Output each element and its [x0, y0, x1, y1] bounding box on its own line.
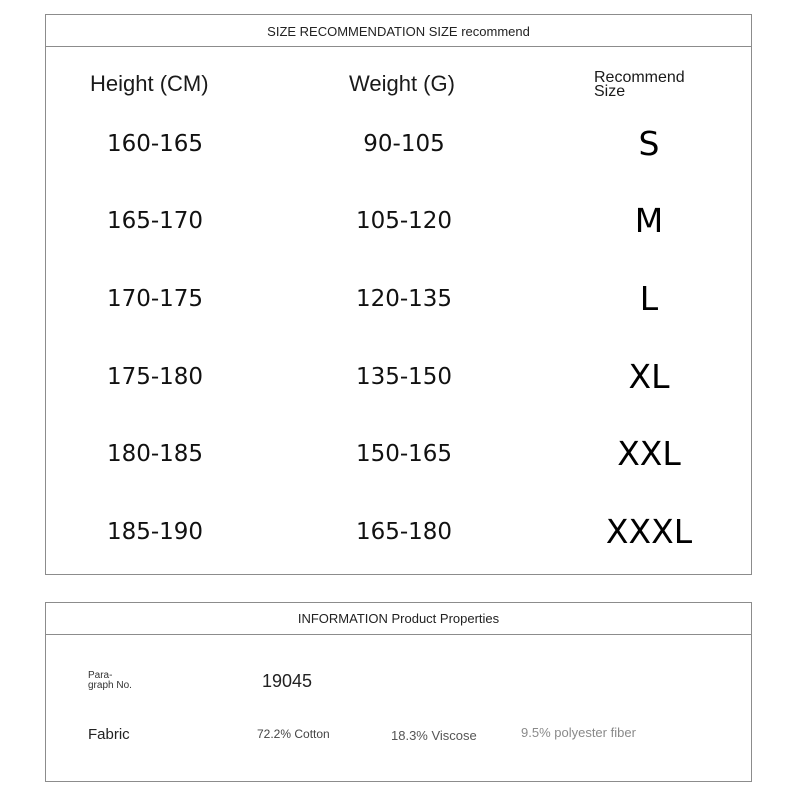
weight-column-header: Weight (G) — [349, 71, 455, 96]
size-panel-title: SIZE RECOMMENDATION SIZE recommend — [46, 15, 751, 47]
paragraph-number-label — [88, 671, 158, 691]
weight-range: 105-120 — [355, 208, 453, 234]
size-row — [46, 201, 751, 241]
size-row — [46, 124, 751, 164]
fabric-polyester: 9.5% polyester fiber — [521, 725, 636, 740]
recommended-size: XXXL — [605, 512, 693, 551]
product-information-panel — [45, 602, 752, 782]
paragraph-label-line2: graph No. — [88, 680, 132, 691]
recommended-size: XXL — [617, 434, 681, 473]
recommended-size: S — [638, 124, 660, 163]
size-row — [46, 512, 751, 552]
recommend-size-column-header — [594, 71, 734, 99]
height-range: 165-170 — [106, 208, 204, 234]
height-range: 175-180 — [106, 364, 204, 390]
fabric-viscose: 18.3% Viscose — [391, 728, 477, 743]
height-column-header: Height (CM) — [90, 71, 209, 96]
fabric-cotton: 72.2% Cotton — [257, 727, 330, 741]
fabric-label: Fabric — [88, 726, 130, 743]
size-row — [46, 434, 751, 474]
height-range: 170-175 — [106, 286, 204, 312]
paragraph-label-line1: Para- — [88, 670, 113, 681]
recommend-header-line2: Size — [594, 83, 626, 100]
recommended-size: M — [634, 201, 664, 240]
size-recommendation-panel — [45, 14, 752, 575]
weight-range: 135-150 — [355, 364, 453, 390]
recommended-size: XL — [628, 357, 670, 396]
height-range: 160-165 — [106, 131, 204, 157]
weight-range: 150-165 — [355, 441, 453, 467]
size-row — [46, 357, 751, 397]
weight-range: 90-105 — [363, 131, 445, 157]
height-range: 180-185 — [106, 441, 204, 467]
size-row — [46, 279, 751, 319]
weight-range: 120-135 — [355, 286, 453, 312]
paragraph-number-value: 19045 — [262, 671, 313, 691]
info-panel-title: INFORMATION Product Properties — [46, 603, 751, 635]
recommended-size: L — [639, 279, 659, 318]
height-range: 185-190 — [106, 519, 204, 545]
weight-range: 165-180 — [355, 519, 453, 545]
recommend-header-line1: Recommend — [594, 69, 685, 86]
